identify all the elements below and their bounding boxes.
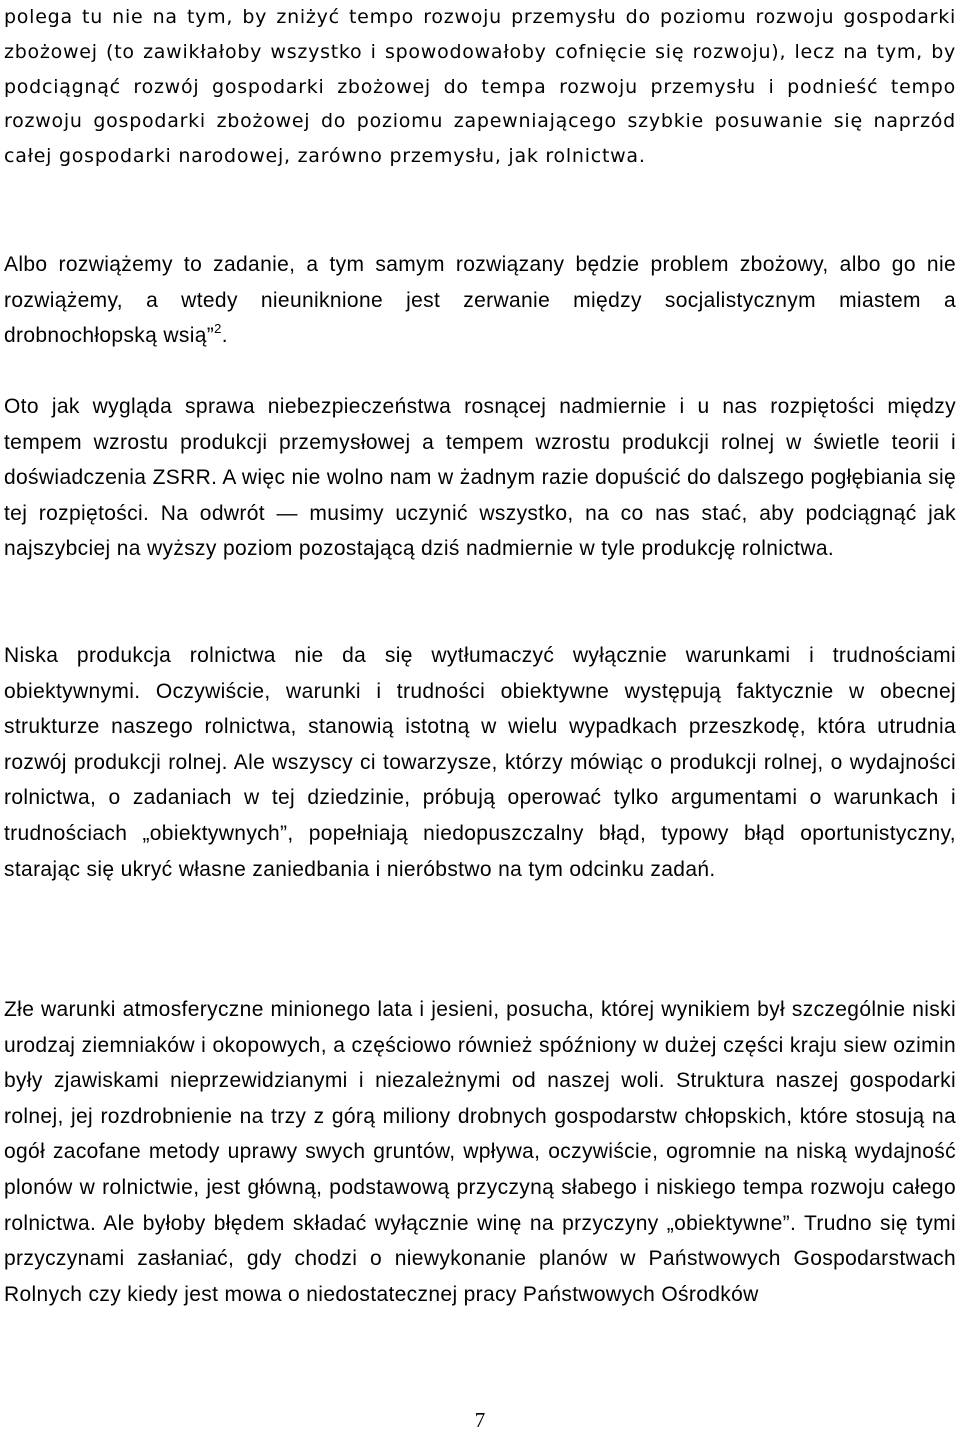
footnote-marker[interactable]: 2 [214, 321, 222, 337]
paragraph-3: Oto jak wygląda sprawa niebezpieczeństwa rosnącej nadmiernie i u nas rozpiętości między tempem wzrostu produkcji przemysłowej a tempem wzrostu produkcji rolnej w świetle teorii i doświadczenia ZSRR. A więc nie wolno nam w żadnym razie dopuścić do dalszego pogłębiania się tej rozpiętości. Na odwrót — musimy uczynić wszystko, na co nas stać, aby podciągnąć jak najszybciej na wyższy poziom pozostającą dziś nadmiernie w tyle produkcję rolnictwa. [4, 395, 956, 561]
paragraph-4: Niska produkcja rolnictwa nie da się wytłumaczyć wyłącznie warunkami i trudnościami obiektywnymi. Oczywiście, warunki i trudności obiektywne występują faktycznie w obecnej strukturze naszego rolnictwa, stanowią istotną w wielu wypadkach przeszkodę, która utrudnia rozwój produkcji rolnej. Ale wszyscy ci towarzysze, którzy mówiąc o produkcji rolnej, o wydajności rolnictwa, o zadaniach w tej dziedzinie, próbują operować tylko argumentami o warunkach i trudnościach „obiektywnych”, popełniają niedopuszczalny błąd, typowy błąd oportunistyczny, starając się ukryć własne zaniedbania i nieróbstwo na tym odcinku zadań. [4, 644, 956, 881]
paragraph-2-end: . [221, 324, 228, 348]
paragraph-2 [4, 247, 956, 354]
paragraph-2-text: Albo rozwiążemy to zadanie, a tym samym rozwiązany będzie problem zbożowy, albo go nie rozwiążemy, a wtedy nieuniknione jest zerwanie między socjalistycznym miastem a drobnochłopską wsią” [4, 253, 956, 348]
page-number: 7 [474, 1408, 486, 1432]
paragraph-5: Złe warunki atmosferyczne minionego lata i jesieni, posucha, której wynikiem był szczególnie niski urodzaj ziemniaków i okopowych, a częściowo również spóźniony w dużej części kraju siew ozimin były zjawiskami nieprzewidzianymi i niezależnymi od naszej woli. Struktura naszej gospodarki rolnej, jej rozdrobnienie na trzy z górą miliony drobnych gospodarstw chłopskich, które stosują na ogół zacofane metody uprawy swych gruntów, wpływa, oczywiście, ogromnie na niską wydajność plonów w rolnictwie, jest główną, podstawową przyczyną słabego i niskiego tempa rozwoju całego rolnictwa. Ale byłoby błędem składać wyłącznie winę na przyczyny „obiektywne”. Trudno się tymi przyczynami zasłaniać, gdy chodzi o niewykonanie planów w Państwowych Gospodarstwach Rolnych czy kiedy jest mowa o niedostatecznej pracy Państwowych Ośrodków [4, 998, 956, 1306]
paragraph-1: polega tu nie na tym, by zniżyć tempo rozwoju przemysłu do poziomu rozwoju gospodarki zbożowej (to zawikłałoby wszystko i spowodowałoby cofnięcie się rozwoju), lecz na tym, by podciągnąć rozwój gospodarki zbożowej do tempa rozwoju przemysłu i podnieść tempo rozwoju gospodarki zbożowej do poziomu zapewniającego szybkie posuwanie się naprzód całej gospodarki narodowej, zarówno przemysłu, jak rolnictwa. [4, 6, 956, 168]
